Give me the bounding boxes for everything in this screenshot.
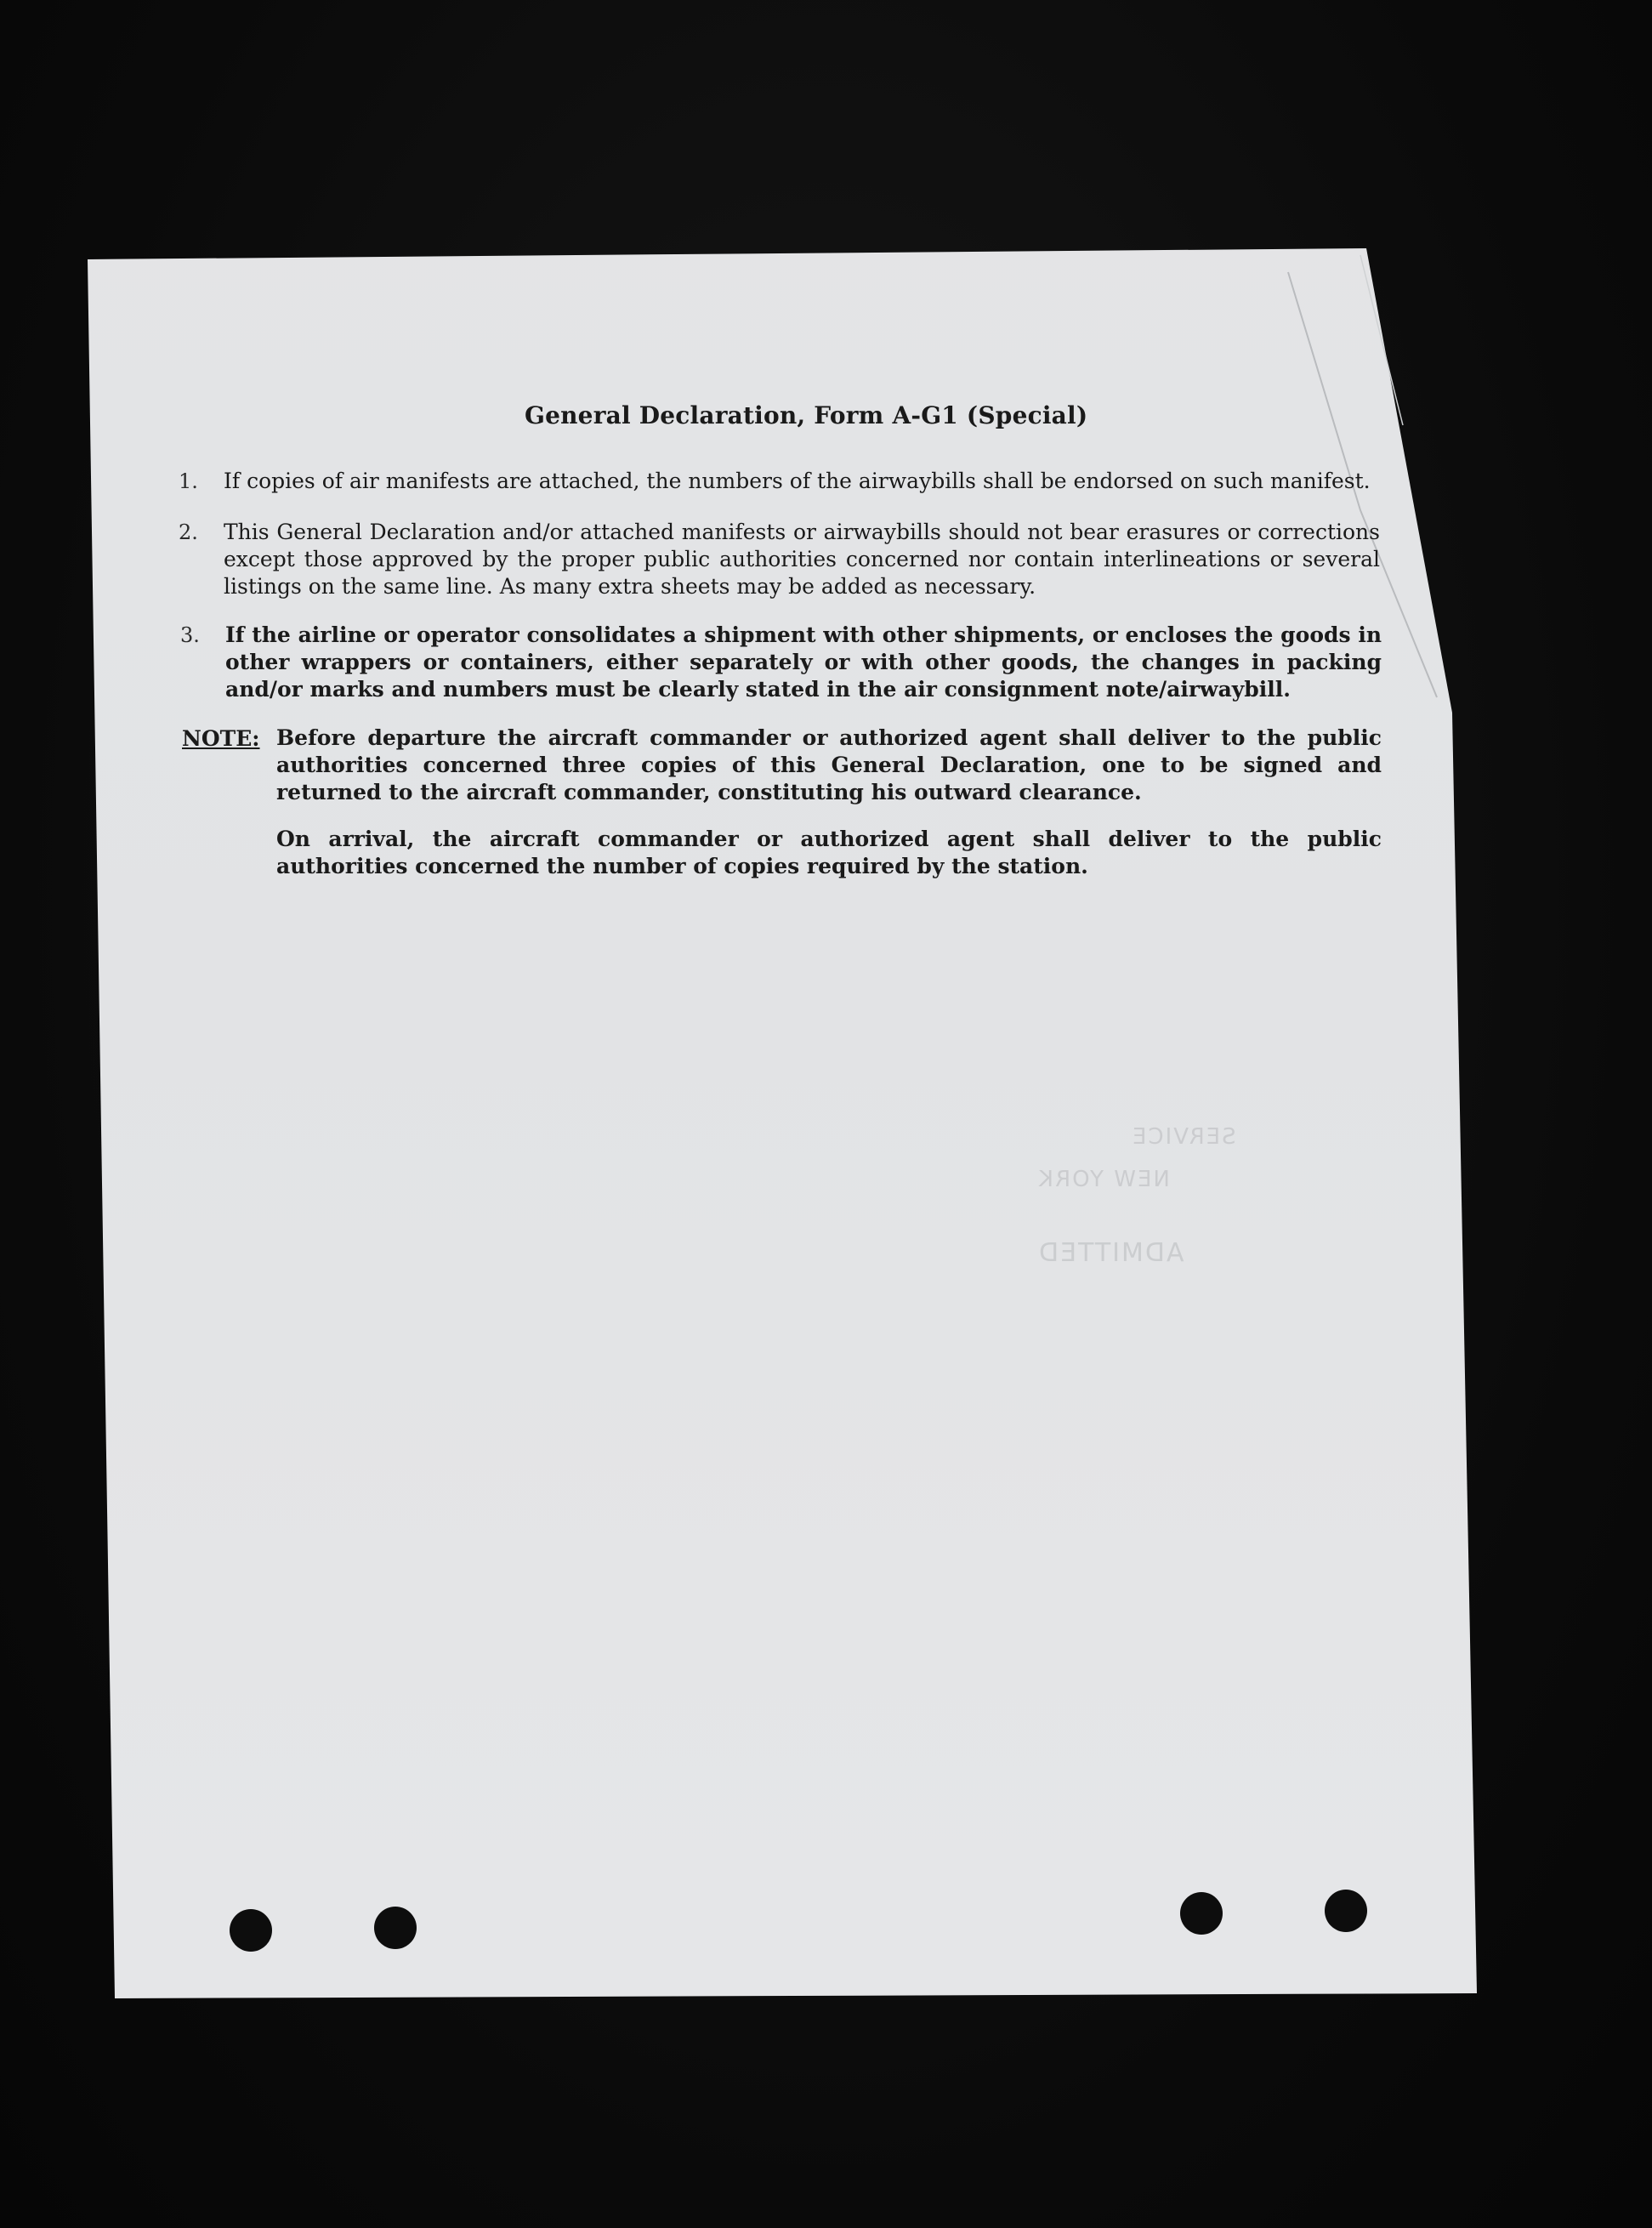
note-paragraph: On arrival, the aircraft commander or authorized agent shall deliver to the public authorities concerned the number of copies required by the station.	[276, 827, 1382, 878]
list-item-text: This General Declaration and/or attached manifests or airwaybills should not bear erasures or corrections except those approved by the proper public authorities concerned nor contain interlineations or several listings on the same line. As many extra sheets may be added as necessary.	[224, 520, 1380, 599]
punch-hole	[230, 1909, 272, 1952]
bleed-through-stamp-line: SERVICE	[1131, 1124, 1236, 1150]
note-label: NOTE:	[182, 726, 260, 751]
punch-hole	[1180, 1892, 1223, 1935]
note-paragraph: Before departure the aircraft commander or authorized agent shall deliver to the public authorities concerned three copies of this General Declaration, one to be signed and returned to the aircraft commander, constituting his outward clearance.	[276, 725, 1382, 804]
list-item-number: 2.	[179, 520, 198, 544]
page-title: General Declaration, Form A-G1 (Special)	[525, 401, 1088, 429]
punch-hole	[1325, 1890, 1367, 1932]
bleed-through-stamp-line: ADMITTED	[1037, 1238, 1184, 1268]
bleed-through-stamp-line: NEW YORK	[1037, 1167, 1170, 1192]
punch-hole	[374, 1907, 417, 1949]
list-item-text: If copies of air manifests are attached, the numbers of the airwaybills shall be endorsed on such manifest.	[224, 469, 1371, 493]
list-item-text: If the airline or operator consolidates a shipment with other shipments, or encloses the goods in other wrappers or containers, either separately or with other goods, the changes in packing and/or marks and numbers must be clearly stated in the air consignment note/airwaybill.	[225, 622, 1382, 702]
list-item-number: 1.	[179, 469, 198, 493]
list-item-number: 3.	[180, 623, 200, 647]
